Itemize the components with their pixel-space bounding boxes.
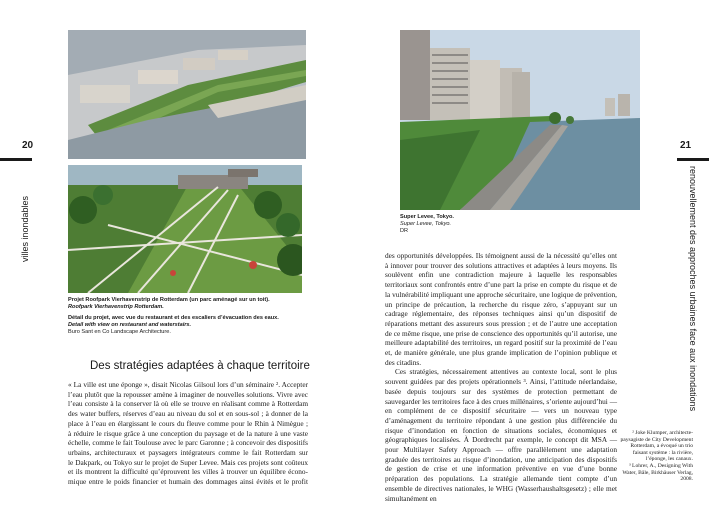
footnote-line: Rotterdam, a évoqué un trio	[630, 443, 693, 450]
footnote-line: paysagiste de City Development	[620, 436, 693, 443]
levee-caption-title: Super Levee, Tokyo.	[400, 214, 454, 220]
super-levee-image	[400, 30, 640, 210]
caption-english-2: Detail with view on restaurant and waterstairs.	[68, 322, 192, 328]
levee-caption-credit: DR	[400, 228, 409, 234]
caption-title-2: Détail du projet, avec vue du restaurant et des escaliers d’évacuation des eaux.	[68, 315, 279, 321]
roofpark-aerial-image	[68, 30, 306, 159]
right-paragraph-1: des opportunités développées. Ils témoignent aussi de la nécessité qu’elles ont à innover pour trouver des solutions attractives et adaptées à leurs moyens. Ils soulèvent enfin une contradiction majeure à laquelle les responsables territoriaux sont confrontés entre d’une part la prise en compte du risque et de la vulnérabilité impliquant une approche sécuritaire, une logique de prévention, un principe de précaution, la recherche du risque zéro, s’appuyant sur un cadrage réglementaire, des réponses techniques ainsi qu’un dispositif de réparations mettant des assureurs sous pression ; et de l’autre une acceptation de ce même risque, une prise de conscience des opportunités qu’il autorise, une meilleure adaptabilité des territoires, un regard positif sur la proximité de l’eau et, de manière générale, une plus grande implication de l’opinion publique et des citadins.	[385, 251, 618, 367]
left-body-line: échelle, comme le fait Toulouse avec le parc Garonne ; à concevoir des dispositifs	[68, 438, 308, 448]
footnote-line: ³ Lohrer, A., Designing With	[628, 462, 693, 469]
left-body-line: urbains, architecturaux et paysagers intégrateurs comme le fait Rotterdam sur	[68, 447, 308, 457]
left-running-title: villes inondables	[20, 195, 30, 262]
roofpark-caption	[68, 297, 308, 336]
super-levee-caption	[400, 214, 600, 235]
footnote-line: l’éponge, les canaux.	[645, 456, 693, 463]
roofpark-detail-image	[68, 165, 302, 293]
levee-caption-english: Super Levee, Tokyo.	[400, 221, 452, 227]
left-body-line: l’eau consiste à la conserver là où elle se trouve en réalisant comme à Rotterdam	[68, 399, 308, 409]
left-body-line: l’eau plutôt que la repousser amène à imaginer de nouvelles solutions. Vivre avec	[68, 389, 308, 399]
caption-title: Projet Roofpark Vierhavenstrip de Rotterdam (un parc aménagé sur un toit).	[68, 297, 270, 303]
right-page-number: 21	[680, 140, 692, 151]
left-body-line: des water buffers, réserves d’eau au niveau du sol et en sous-sol ; à donner de la	[68, 409, 308, 419]
left-body-line: mique entre le poids financier et humain des dommages ainsi évités et le profit	[68, 477, 308, 487]
right-body-text	[385, 251, 617, 503]
caption-credit: Buro Sant en Co Landscape Architecture.	[68, 329, 171, 335]
section-heading: Des stratégies adaptées à chaque territoire	[90, 360, 310, 372]
footnote-line: 2008.	[680, 476, 693, 483]
left-body-line: place à l’eau en élargissant le cours du fleuve comme pour le Rhin à Nimègue ;	[68, 418, 308, 428]
left-page-rule	[0, 158, 32, 161]
left-body-line: le Dakpark, ou Tokyo sur le projet de Super Levee. Mais ces projets sont coûteux	[68, 457, 308, 467]
right-paragraph-2: Ces stratégies, nécessairement attentives au contexte local, sont le plus souvent guidées par des projets opérationnels ³. Ainsi, l’attitude néerlandaise, basée depuis toujours sur des systèmes de protection permettant de sauvegarder les territoires face à des crues millénaires, s’oriente aujourd’hui — en complément de ce dispositif sécuritaire — vers un nouveau type d’aménagement du territoire répondant à une gestion plus différenciée du risque d’inondation en fonction de situations sociales, économiques et géographiques localisées. À Dordrecht par exemple, le concept dit MSA — pour Multilayer Safety Approach — offre parallèlement une adaptation graduée des territoires au risque d’inondation, une anticipation des dispositifs de gestion de crise et une information préventive en vue d’une bonne préparation des populations. La stratégie allemande tient compte d’un ensemble de directives nationales, le WHG (Wasserhaushaltsgesetz) ; elle met simultanément en	[385, 367, 617, 503]
footnote-line: ² Joke Klumper, architecte-	[632, 430, 693, 436]
footnotes	[620, 430, 693, 483]
caption-english: Roofpark Vierhavenstrip Rotterdam.	[68, 304, 164, 310]
left-body-line: et ils montrent la difficulté qu’éprouvent les villes à trouver un équilibre écono-	[68, 467, 308, 477]
left-body-line: « La ville est une éponge », disait Nicolas Gilsoul lors d’un séminaire ². Accepter	[68, 380, 308, 389]
left-body-line: à réduire le risque grâce à une conception du paysage et de la nature à une vaste	[68, 428, 308, 438]
right-page-rule	[677, 158, 709, 161]
footnote-line: Water, Bâle, Birkhäuser Verlag,	[622, 469, 693, 476]
right-running-title: renouvellement des approches urbaines face aux inondations	[688, 166, 698, 412]
left-body-text	[68, 380, 308, 487]
footnote-line: faisant système : la rivière,	[632, 449, 693, 456]
left-page-number: 20	[22, 140, 34, 151]
